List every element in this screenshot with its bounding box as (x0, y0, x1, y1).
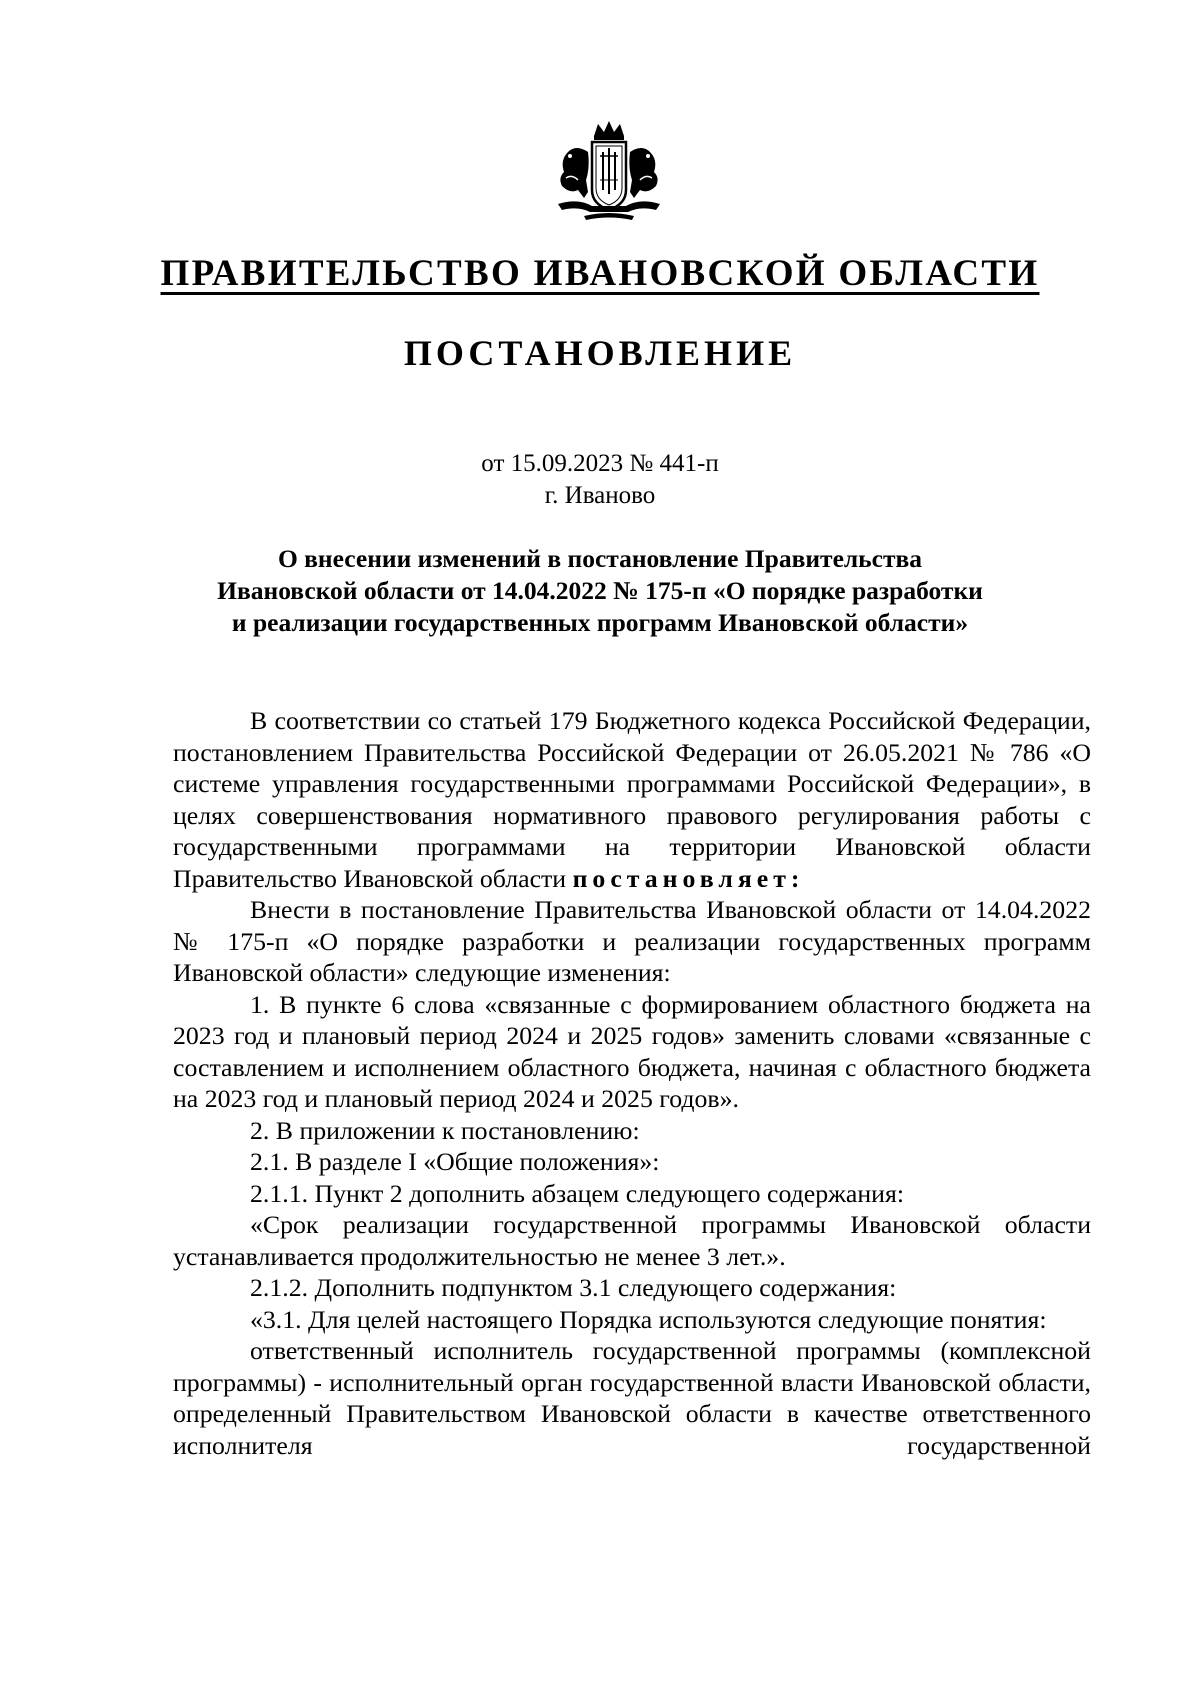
coat-of-arms-icon (548, 118, 670, 224)
document-title-line: О внесении изменений в постановление Правительства (277, 544, 923, 573)
document-title-line: и реализации государственных программ Ивановской области» (231, 608, 969, 637)
paragraph: 2.1. В разделе I «Общие положения»: (250, 1147, 660, 1176)
paragraph-preamble (173, 705, 1091, 894)
organization-name: ПРАВИТЕЛЬСТВО ИВАНОВСКОЙ ОБЛАСТИ (160, 253, 1040, 294)
paragraph: Внести в постановление Правительства Ивановской области от 14.04.2022 № 175-п «О порядке разработки и реализации государственных программ Ивановской области» следующие изменения: (173, 895, 1091, 987)
preamble-text: В соответствии со статьей 179 Бюджетного кодекса Российской Федерации, постановлением Правительства Российской Федерации от 26.05.2021 № 786 «О системе управления государственными программами Российской Федерации», в целях совершенствования нормативного правового регулирования работы с государственными программами на территории Ивановской области Правительство Ивановской области (173, 706, 1091, 893)
paragraph: «3.1. Для целей настоящего Порядка используются следующие понятия: (250, 1304, 1047, 1334)
paragraph: 2. В приложении к постановлению: (250, 1115, 640, 1145)
date-number: от 15.09.2023 № 441-п (481, 450, 719, 477)
paragraph: 1. В пункте 6 слова «связанные с формированием областного бюджета на 2023 год и плановый период 2024 и 2025 годов» заменить словами «связанные с составлением и исполнением областного бюджета, начиная с областного бюджета на 2023 год и плановый период 2024 и 2025 годов». (173, 989, 1091, 1113)
paragraph: 2.1.1. Пункт 2 дополнить абзацем следующего содержания: (250, 1178, 905, 1208)
paragraph: «Срок реализации государственной программы Ивановской области устанавливается продолжительностью не менее 3 лет.». (173, 1210, 1091, 1271)
document-type: ПОСТАНОВЛЕНИЕ (403, 333, 797, 373)
paragraph: ответственный исполнитель государственной программы (комплексной программы) - исполнительный орган государственной власти Ивановской области, определенный Правительством Ивановской области в качестве ответственного исполнителя государственной (173, 1336, 1091, 1460)
decree-word: постановляет: (572, 863, 805, 893)
paragraph: 2.1.2. Дополнить подпунктом 3.1 следующего содержания: (250, 1273, 897, 1302)
document-title (0, 543, 1200, 639)
document-title-line: Ивановской области от 14.04.2022 № 175-п «О порядке разработки (217, 576, 983, 605)
city: г. Иваново (544, 482, 656, 509)
document-body (173, 705, 1091, 1461)
document-meta (0, 448, 1200, 512)
